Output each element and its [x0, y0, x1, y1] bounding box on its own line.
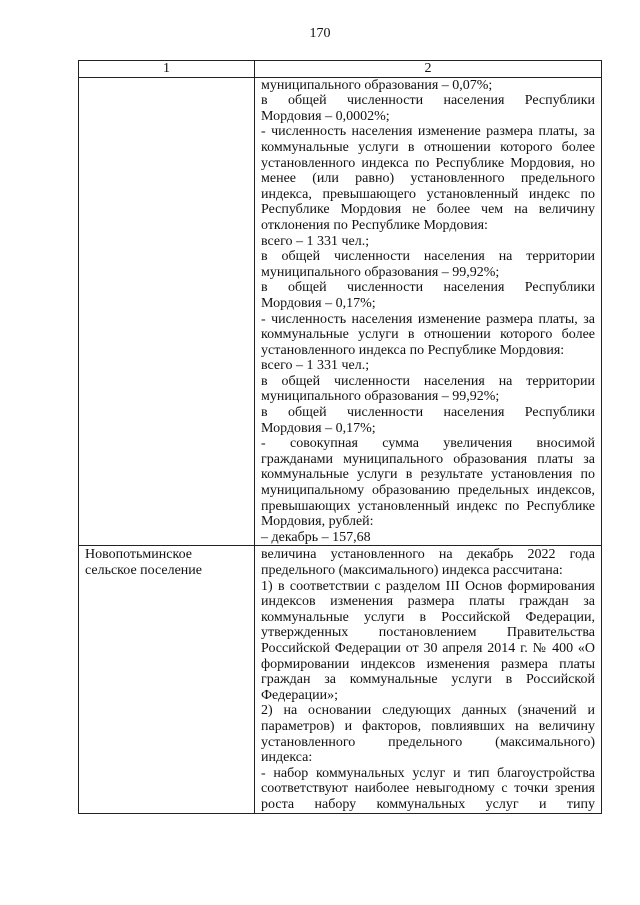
description-cell [255, 546, 602, 813]
text-line: отклонения по Республике Мордовия: [261, 217, 488, 233]
municipality-name-line: сельское поселение [85, 563, 202, 578]
text-line: коммунальные услуги в Российской Федерации, [261, 609, 595, 625]
text-line: утвержденных постановлением Правительства [261, 625, 595, 641]
table-row [79, 77, 602, 546]
text-line: коммунальные услуги в отношении которого более [261, 327, 595, 343]
text-line: гражданами муниципального образования платы за [261, 451, 595, 467]
text-line: муниципальному образованию предельных индексов, [261, 483, 595, 499]
text-line: 2) на основании следующих данных (значений и [261, 703, 595, 719]
text-line: - совокупная сумма увеличения вносимой [261, 436, 595, 452]
text-line: установленного предельного (максимального) [261, 734, 595, 750]
text-line: установленного индекса по Республике Мордовия, но [261, 155, 595, 171]
text-line: Мордовия – 0,17%; [261, 420, 376, 436]
text-line: Мордовия – 0,0002%; [261, 108, 390, 124]
text-line: в общей численности населения Республики [261, 93, 595, 109]
text-line: формировании индексов изменения размера платы [261, 656, 595, 672]
table-row [79, 546, 602, 813]
text-line: индекса: [261, 750, 313, 766]
text-line: всего – 1 331 чел.; [261, 358, 370, 374]
text-line: соответствуют наиболее невыгодному с точки зрения [261, 781, 595, 797]
column-header-1: 1 [79, 61, 255, 78]
document-table [78, 60, 602, 814]
text-line: граждан за коммунальные услуги в Российской [261, 672, 595, 688]
text-line: величина установленного на декабрь 2022 года [261, 547, 595, 563]
text-line: - численность населения изменение размера платы, за [261, 124, 595, 140]
municipality-name-line: Новопотьминское [85, 547, 192, 563]
municipality-cell [79, 77, 255, 546]
text-line: в общей численности населения Республики [261, 280, 595, 296]
text-line: – декабрь – 157,68 [261, 529, 371, 545]
text-line: предельного (максимального) индекса рассчитана: [261, 563, 563, 578]
text-line: Российской Федерации от 30 апреля 2014 г. № 400 «О [261, 640, 595, 656]
text-line: - численность населения изменение размера платы, за [261, 311, 595, 327]
text-line: муниципального образования – 99,92%; [261, 389, 500, 405]
text-line: Мордовия, рублей: [261, 514, 374, 530]
description-cell [255, 77, 602, 546]
text-line: в общей численности населения Республики [261, 405, 595, 421]
text-line: индексов изменения размера платы граждан за [261, 594, 595, 610]
text-line: в общей численности населения на территории [261, 249, 595, 265]
text-line: - набор коммунальных услуг и тип благоустройства [261, 765, 595, 781]
page-number: 170 [309, 26, 331, 41]
text-line: 1) в соответствии с разделом III Основ формирования [261, 578, 595, 594]
table-header-row [79, 61, 602, 78]
text-line: Мордовия – 0,17%; [261, 295, 376, 311]
text-line: превышающих установленный индекс по Республике [261, 498, 595, 514]
column-header-2: 2 [255, 61, 602, 78]
text-line: коммунальные услуги в результате установления по [261, 467, 595, 483]
text-line: муниципального образования – 0,07%; [261, 77, 493, 93]
text-line: установленного индекса по Республике Мордовия: [261, 342, 565, 358]
municipality-cell [79, 546, 255, 813]
text-line: роста набору коммунальных услуг и типу [261, 796, 595, 812]
text-line: индекса, превышающего установленный индекс по [261, 186, 595, 202]
text-line: менее (или равно) установленного предельного [261, 171, 595, 187]
text-line: Федерации»; [261, 687, 339, 703]
text-line: коммунальные услуги в отношении которого более [261, 139, 595, 155]
text-line: параметров) и факторов, повлиявших на величину [261, 718, 595, 734]
text-line: муниципального образования – 99,92%; [261, 264, 500, 280]
text-line: всего – 1 331 чел.; [261, 233, 370, 249]
text-line: Республике Мордовия не более чем на величину [261, 202, 595, 218]
text-line: в общей численности населения на территории [261, 373, 595, 389]
